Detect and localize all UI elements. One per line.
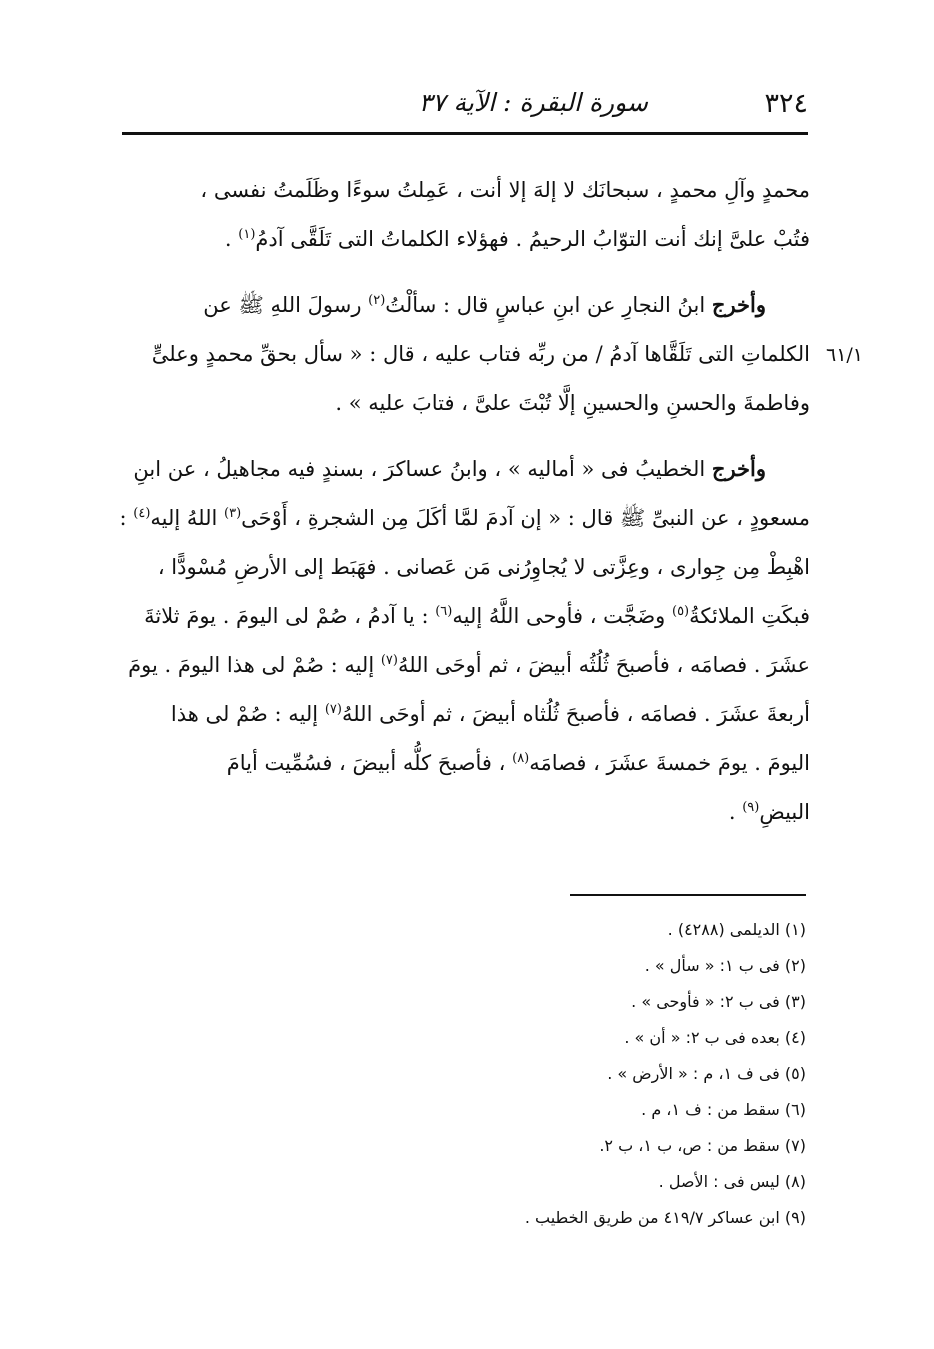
page-header: [122, 84, 808, 128]
header-rule: [122, 132, 808, 135]
margin-reference: ٦١/١: [826, 344, 864, 366]
text-line: اهْبِطْ مِن جِوارى ، وعِزَّتى لا يُجاوِرُنى مَن عَصانى . فهَبَط إلى الأرضِ مُسْودًّا ،: [157, 555, 810, 579]
paragraph-3: [119, 444, 810, 837]
text-segment: البيضِ: [759, 800, 810, 824]
text-segment: إليه : صُمْ لى هذا اليومَ . يومَ: [128, 653, 381, 677]
footnote-marker: (٧): [324, 702, 342, 717]
paragraph-2: [122, 280, 810, 428]
text-segment: ابنُ النجارِ عن ابنِ عباسٍ قال : سألْتُ: [385, 293, 712, 317]
paragraph-1: [122, 166, 810, 264]
text-segment: .: [728, 800, 743, 824]
text-segment: : يا آدمُ ، صُمْ لى اليومَ . يومَ ثلاثةَ: [144, 604, 436, 628]
footnote-separator: [570, 894, 806, 896]
text-segment: الخطيبُ فى « أماليه » ، وابنُ عساكرَ ، بسندٍ فيه مجاهيلُ ، عن ابنِ: [133, 457, 712, 481]
text-segment: اليومَ . يومَ خمسةَ عشَرَ ، فصامَه: [529, 751, 810, 775]
footnote-item: (١) الديلمى (٤٢٨٨) .: [667, 920, 806, 939]
text-segment: فبكَتِ الملائكةُ: [689, 604, 810, 628]
text-line: محمدٍ وآلِ محمدٍ ، سبحانَك لا إلهَ إلا أنت ، عَمِلتُ سوءًا وظَلَمتُ نفسى ،: [200, 178, 810, 202]
text-line: [119, 494, 810, 543]
footnote-marker: (٢): [368, 293, 386, 308]
text-line: [122, 690, 810, 739]
footnote-item: (٨) ليس فى : الأصل .: [658, 1172, 806, 1191]
text-line: [122, 641, 810, 690]
footnote-item: (٦) سقط من : ف ١، م .: [641, 1100, 806, 1119]
footnote-marker: (٥): [671, 604, 690, 619]
text-line: [122, 592, 810, 641]
footnote-marker: (٤): [133, 506, 151, 521]
running-title: سورة البقرة : الآية ٣٧: [418, 88, 648, 117]
page-number: ٣٢٤: [764, 88, 808, 119]
footnotes: [346, 912, 806, 1236]
text-segment: اللهُ إليه: [150, 506, 225, 530]
footnote-marker: (٦): [435, 604, 453, 619]
text-segment: :: [119, 506, 134, 530]
text-line: وفاطمةَ والحسنِ والحسينِ إلَّا تُبْتَ علىَّ ، فتابَ عليه » .: [335, 391, 810, 415]
text-line: [122, 444, 810, 494]
main-text: [119, 166, 810, 837]
text-segment: عشَرَ . فصامَه ، فأصبحَ ثُلُثُه أبيضَ ، ثم أوحَى اللهُ: [397, 653, 810, 677]
text-segment: أربعةَ عشَرَ . فصامَه ، فأصبحَ ثُلُثاه أبيضَ ، ثم أوحَى اللهُ: [341, 702, 810, 726]
footnote-item: (٧) سقط من : ص، ب ١، ب ٢.: [599, 1136, 806, 1155]
text-segment: .: [224, 227, 239, 251]
footnote-item: (٣) فى ب ٢: « فأوحى » .: [631, 992, 806, 1011]
text-line: [122, 788, 810, 837]
text-line: [122, 215, 810, 264]
text-segment: مسعودٍ ، عن النبىِّ ﷺ قال : « إن آدمَ لمَّا أكَلَ مِن الشجرةِ ، أَوْحَى: [241, 506, 810, 530]
footnote-item: (٢) فى ب ١: « سأل » .: [644, 956, 806, 975]
text-line: [122, 280, 810, 330]
text-line: [122, 739, 810, 788]
footnote-marker: (١): [238, 227, 256, 242]
footnote-marker: (٧): [380, 653, 398, 668]
footnote-item: (٥) فى ف ١، م : « الأرض » .: [607, 1064, 806, 1083]
footnote-item: (٩) ابن عساكر ٤١٩/٧ من طريق الخطيب .: [524, 1208, 806, 1227]
footnote-marker: (٩): [742, 800, 760, 815]
footnote-item: (٤) بعده فى ب ٢: « أن » .: [624, 1028, 806, 1047]
text-segment: فتُبْ علىَّ إنك أنت التوّابُ الرحيمُ . فهؤلاء الكلماتُ التى تَلَقَّى آدمُ: [255, 227, 810, 251]
text-segment: وضَجَّت ، فأوحى اللَّهُ إليه: [452, 604, 672, 628]
footnote-marker: (٣): [224, 506, 242, 521]
text-segment: ، فأصبحَ كلُّه أبيضَ ، فسُمِّيت أيامَ: [226, 751, 513, 775]
text-segment: رسولَ اللهِ ﷺ عن: [203, 293, 369, 317]
footnote-marker: (٨): [512, 751, 530, 766]
keyword: وأخرج: [711, 456, 766, 481]
text-segment: إليه : صُمْ لى هذا: [170, 702, 325, 726]
text-line: الكلماتِ التى تَلَقَّاها آدمُ / من ربِّه فتاب عليه ، قال : « سأل بحقِّ محمدٍ وعلىٍّ: [151, 342, 810, 366]
keyword: وأخرج: [711, 292, 766, 317]
